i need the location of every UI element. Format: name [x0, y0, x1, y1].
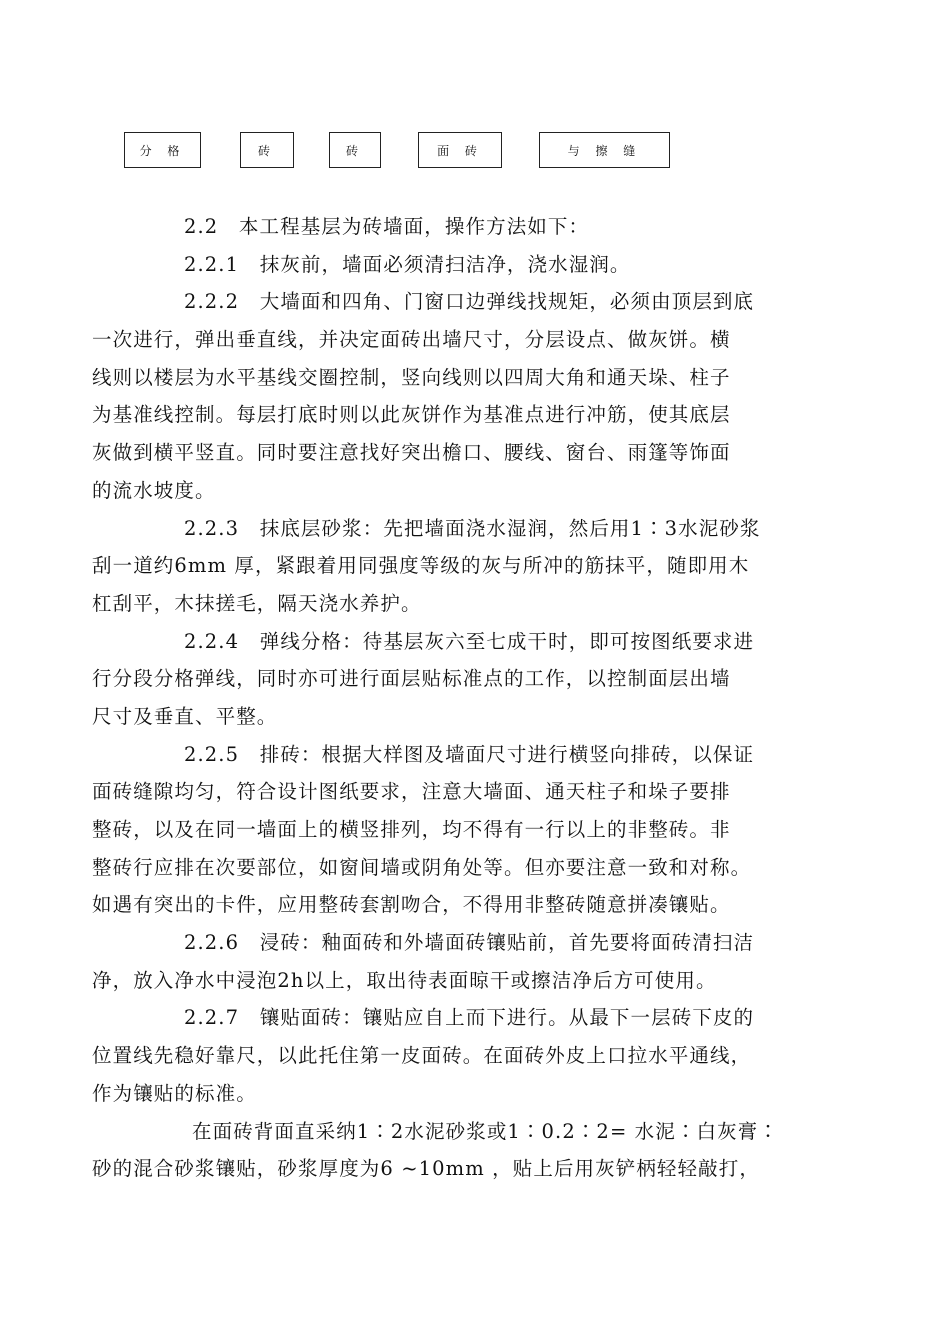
text-line: 2.2.3 抹底层砂浆：先把墙面浇水湿润，然后用1∶3水泥砂浆 [184, 516, 761, 540]
text-line: 2.2.1 抹灰前，墙面必须清扫洁净，浇水湿润。 [184, 252, 631, 276]
text-line: 砂的混合砂浆镶贴，砂浆厚度为6 ~10mm ，贴上后用灰铲柄轻轻敲打， [92, 1157, 760, 1181]
text-line: 刮一道约6mm 厚，紧跟着用同强度等级的灰与所冲的筋抹平，随即用木 [92, 554, 750, 578]
text-line: 为基准线控制。每层打底时则以此灰饼作为基准点进行冲筋，使其底层 [92, 403, 731, 427]
text-line: 面砖缝隙均匀，符合设计图纸要求，注意大墙面、通天柱子和垛子要排 [92, 780, 731, 804]
text-line: 作为镶贴的标准。 [92, 1081, 257, 1105]
text-line: 2.2.2 大墙面和四角、门窗口边弹线找规矩，必须由顶层到底 [184, 290, 755, 314]
text-line: 整砖行应排在次要部位，如窗间墙或阴角处等。但亦要注意一致和对称。 [92, 855, 752, 879]
text-line: 灰做到横平竖直。同时要注意找好突出檐口、腰线、窗台、雨篷等饰面 [92, 441, 731, 465]
text-line: 2.2.4 弹线分格：待基层灰六至七成干时，即可按图纸要求进 [184, 629, 755, 653]
text-line: 行分段分格弹线，同时亦可进行面层贴标准点的工作，以控制面层出墙 [92, 667, 731, 691]
flow-box-3: 砖 [329, 132, 381, 168]
flow-box-5: 与 擦 缝 [539, 132, 670, 168]
text-line: 杠刮平，木抹搓毛，隔天浇水养护。 [92, 591, 422, 615]
flow-box-4: 面 砖 [418, 132, 502, 168]
text-line: 在面砖背面直采纳1∶2水泥砂浆或1∶0.2∶2= 水泥∶白灰膏∶ [192, 1119, 779, 1143]
text-line: 如遇有突出的卡件，应用整砖套割吻合，不得用非整砖随意拼凑镶贴。 [92, 893, 731, 917]
text-line: 线则以楼层为水平基线交圈控制，竖向线则以四周大角和通天垛、柱子 [92, 365, 731, 389]
text-line: 2.2 本工程基层为砖墙面，操作方法如下： [184, 215, 590, 238]
text-line: 整砖，以及在同一墙面上的横竖排列，均不得有一行以上的非整砖。非 [92, 818, 731, 841]
flow-box-1: 分 格 [124, 132, 201, 168]
text-line: 2.2.7 镶贴面砖：镶贴应自上而下进行。从最下一层砖下皮的 [184, 1006, 755, 1030]
text-line: 净，放入净水中浸泡2h以上，取出待表面晾干或擦洁净后方可使用。 [92, 968, 717, 992]
flow-box-2: 砖 [240, 132, 294, 168]
text-line: 的流水坡度。 [92, 478, 216, 502]
text-line: 2.2.6 浸砖：釉面砖和外墙面砖镶贴前，首先要将面砖清扫洁 [184, 931, 755, 955]
text-line: 一次进行，弹出垂直线，并决定面砖出墙尺寸，分层设点、做灰饼。横 [92, 328, 731, 352]
text-line: 2.2.5 排砖：根据大样图及墙面尺寸进行横竖向排砖，以保证 [184, 742, 755, 766]
text-line: 位置线先稳好靠尺，以此托住第一皮面砖。在面砖外皮上口拉水平通线， [92, 1044, 752, 1068]
text-line: 尺寸及垂直、平整。 [92, 704, 278, 728]
body-text [92, 208, 862, 1188]
